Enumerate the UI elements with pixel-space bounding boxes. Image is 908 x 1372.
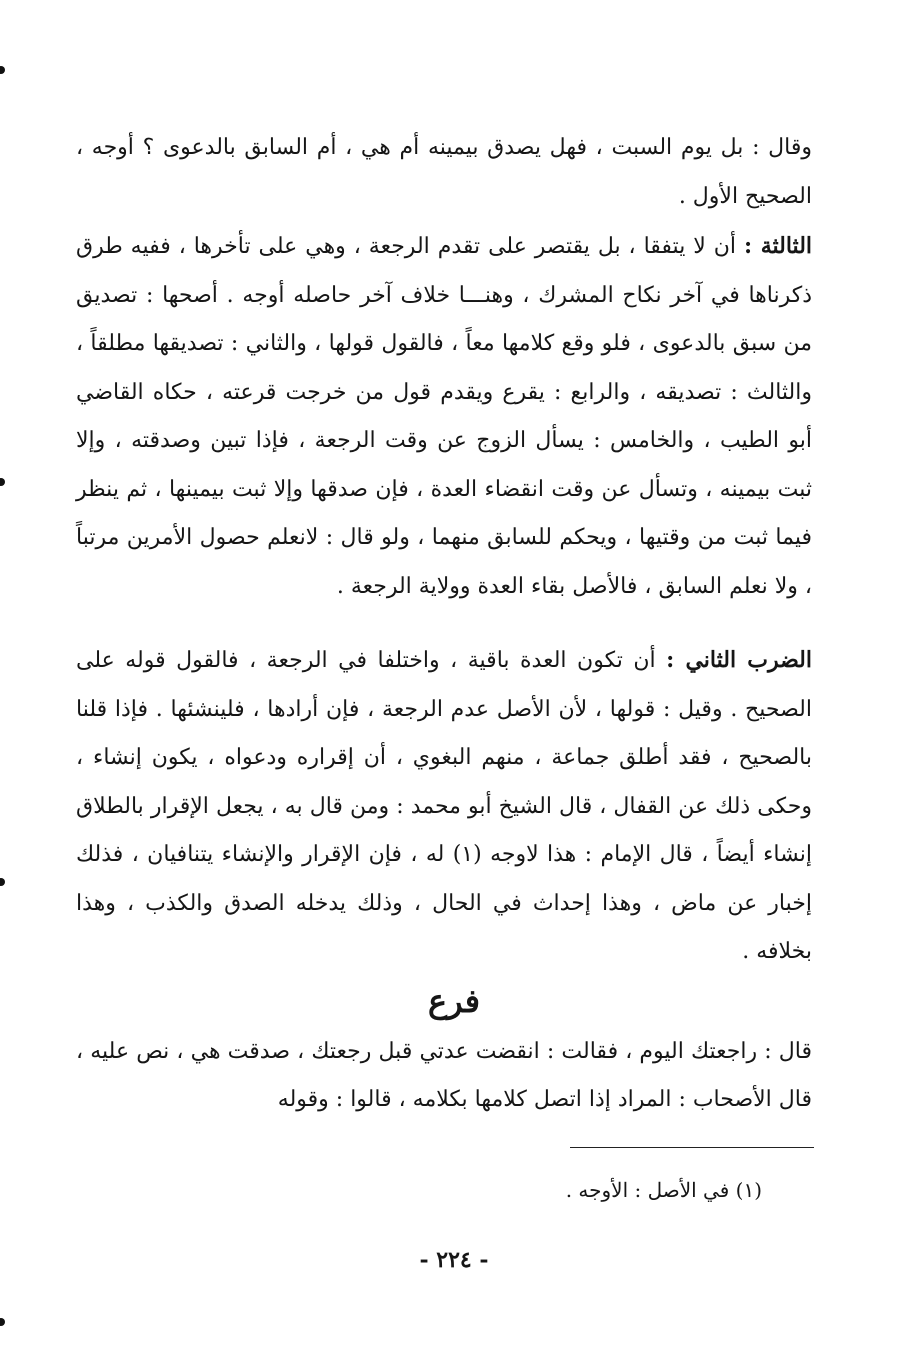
paragraph-second-type [76,636,812,977]
section-heading: فرع [427,982,481,1020]
paragraph-lead: الثالثة : [743,233,813,259]
paragraph-body [76,636,812,977]
scan-mark [0,1318,5,1326]
scan-mark [0,478,5,486]
page-number: - ٢٢٤ - [419,1247,489,1273]
paragraph-continuation [76,124,812,221]
paragraph-lead: الضرب الثاني : [666,647,812,673]
footnote: (١) في الأصل : الأوجه . [565,1178,762,1202]
paragraph-third-case [76,222,812,611]
paragraph-text: قال : راجعتك اليوم ، فقالت : انقضت عدتي قبل رجعتك ، صدقت هي ، نص عليه ، قال الأصحاب : المراد إذا اتصل كلامها بكلامه ، قالوا : وقوله [76,1039,812,1112]
paragraph-text: أن تكون العدة باقية ، واختلفا في الرجعة ، فالقول قوله على الصحيح . وقيل : قولها ، لأن الأصل عدم الرجعة ، فإن أرادها ، فلينشئها . فإذا قلنا بالصحيح ، فقد أطلق جماعة ، منهم البغوي ، أن إقراره ودعواه ، يكون إنشاء ، وحكى ذلك عن القفال ، قال الشيخ أبو محمد : ومن قال به ، يجعل الإقرار بالطلاق إنشاء أيضاً ، قال الإمام : هذا لاوجه (١) له ، فإن الإقرار والإنشاء يتنافيان ، فذلك إخبار عن ماض ، وهذا إحداث في الحال ، وذلك يدخله الصدق والكذب ، وهذا بخلافه . [76,648,812,964]
paragraph-text: أن لا يتفقا ، بل يقتصر على تقدم الرجعة ، وهي على تأخرها ، ففيه طرق ذكرناها في آخر نكاح المشرك ، وهنـــا خلاف آخر حاصله أوجه . أصحها : تصديق من سبق بالدعوى ، فلو وقع كلامها معاً ، فالقول قولها ، والثاني : تصديقها مطلقاً ، والثالث : تصديقه ، والرابع : يقرع ويقدم قول من خرجت قرعته ، حكاه القاضي أبو الطيب ، والخامس : يسأل الزوج عن وقت الرجعة ، فإذا تبين وصدقته ، وإلا ثبت بيمينه ، وتسأل عن وقت انقضاء العدة ، فإن صدقها وإلا ثبت بيمينها ، ثم ينظر فيما ثبت من وقتيها ، ويحكم للسابق منهما ، ولو قال : لانعلم حصول الأمرين مرتباً ، ولا نعلم السابق ، فالأصل بقاء العدة وولاية الرجعة . [76,234,812,599]
paragraph-body [76,222,812,611]
scan-mark [0,878,5,886]
footnote-divider [570,1147,814,1148]
paragraph-branch [76,1028,812,1124]
paragraph-text: وقال : بل يوم السبت ، فهل يصدق بيمينه أم هي ، أم السابق بالدعوى ؟ أوجه ، الصحيح الأول . [76,135,812,209]
scan-mark [0,66,5,74]
